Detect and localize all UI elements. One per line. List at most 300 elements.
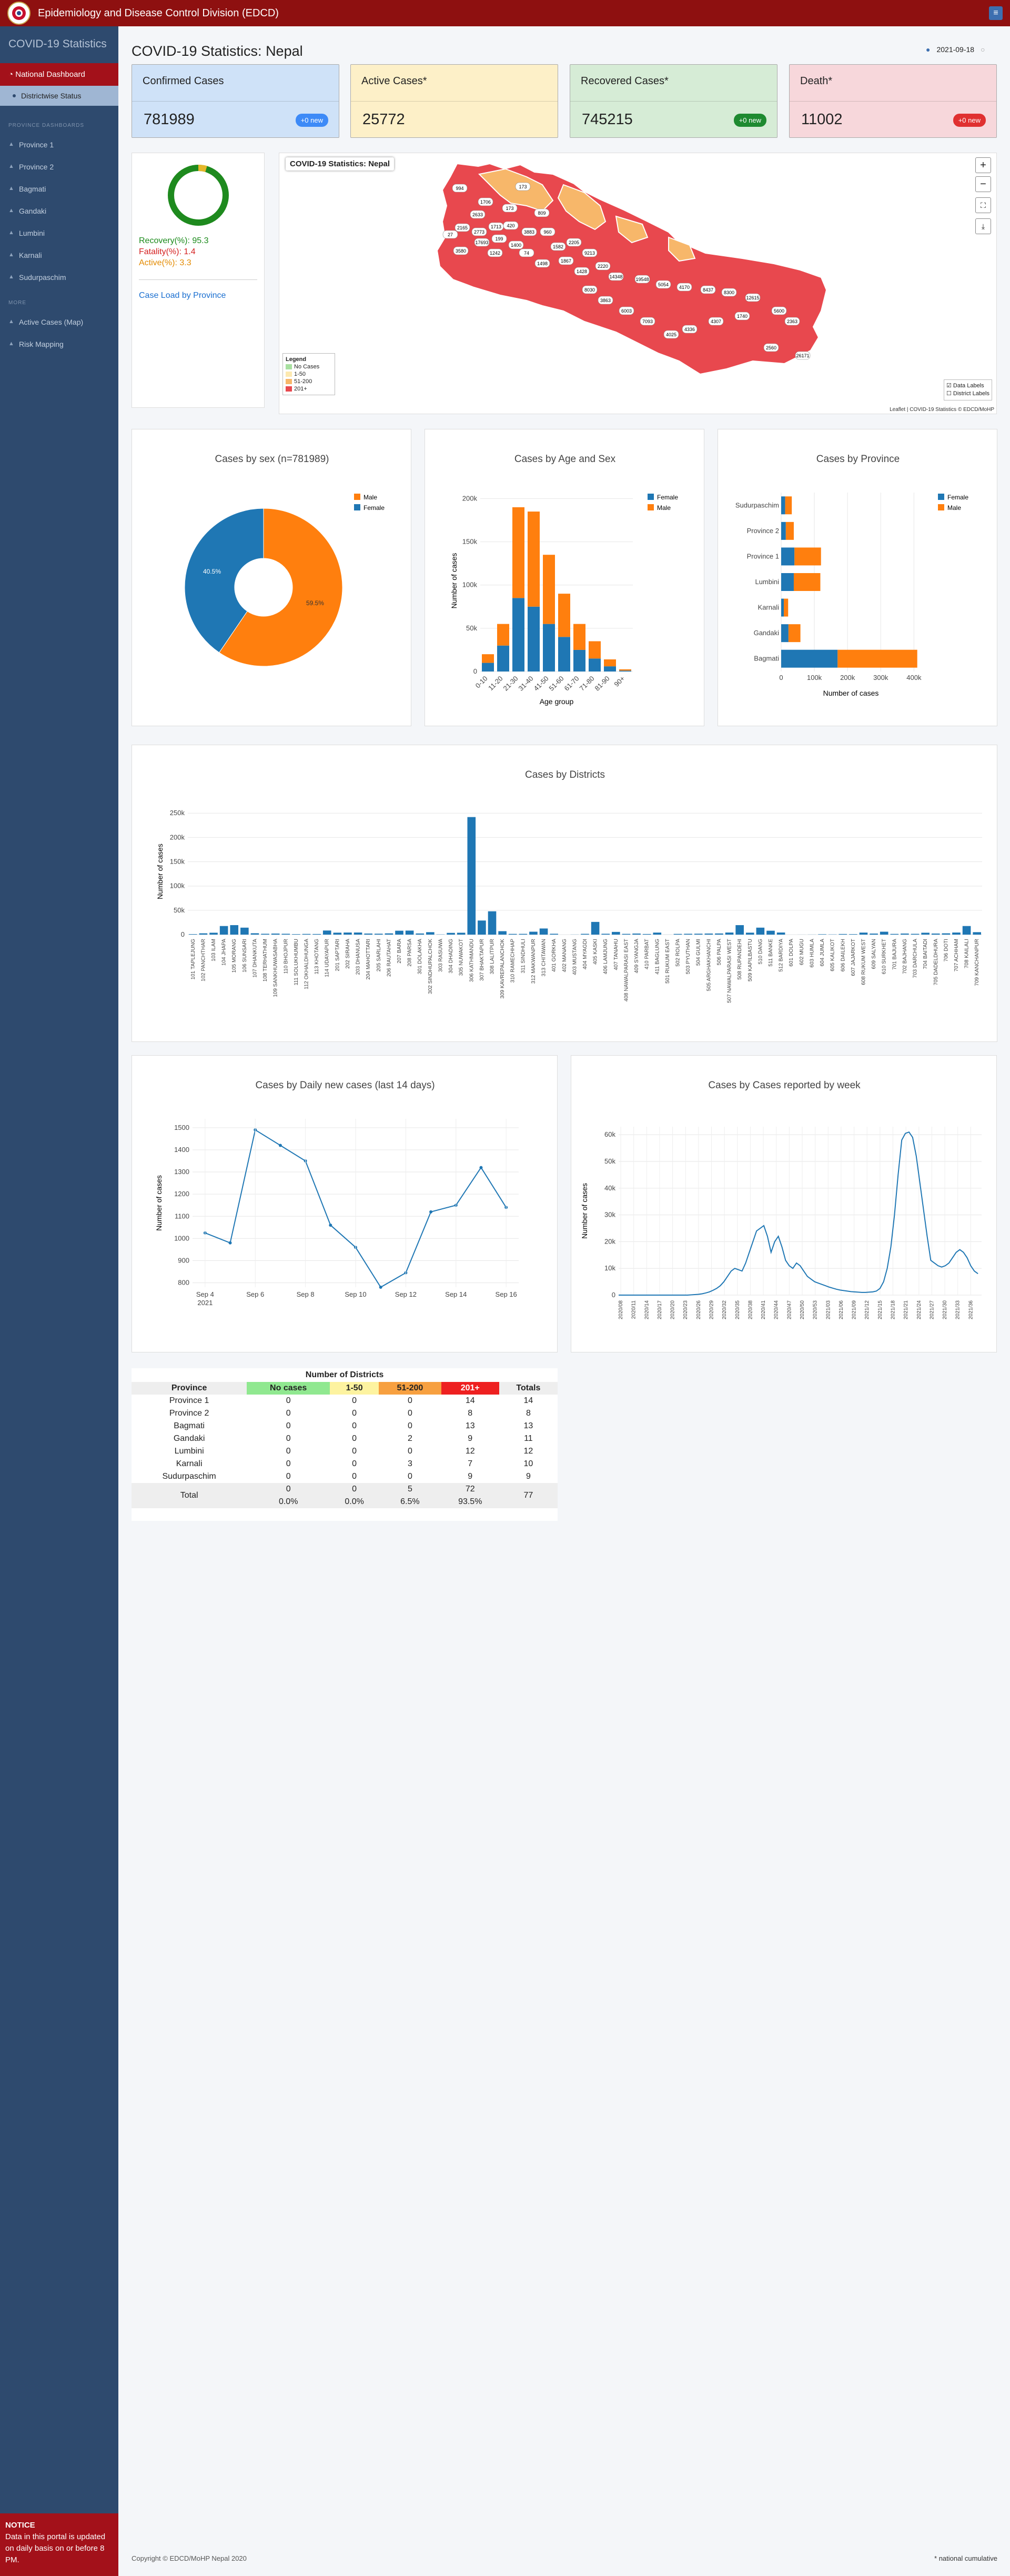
bar[interactable]	[550, 934, 558, 935]
x-tick-label: 410 PARBAT	[644, 939, 650, 969]
x-tick-label: 201 SAPTARI	[335, 939, 341, 971]
bar[interactable]	[766, 931, 775, 935]
map-case-label	[635, 275, 650, 283]
bar[interactable]	[395, 931, 403, 935]
bar[interactable]	[870, 934, 878, 935]
x-tick-label: 400k	[906, 674, 922, 681]
bar[interactable]	[818, 934, 826, 935]
bar[interactable]	[364, 934, 372, 935]
y-tick-label: 10k	[604, 1264, 615, 1272]
sex-chart-panel	[132, 429, 411, 726]
x-tick-label: 512 BARDIYA	[778, 939, 784, 972]
chart-icon: ▲	[8, 252, 14, 258]
svg-text:2220: 2220	[597, 264, 609, 269]
y-tick-label: 800	[178, 1278, 189, 1287]
sidebar-item-province-1[interactable]	[0, 134, 118, 156]
y-tick-label: 200k	[462, 494, 477, 503]
footer-copyright: Copyright © EDCD/MoHP Nepal 2020	[132, 2554, 247, 2562]
x-tick-label: 707 ACHHAM	[953, 939, 959, 972]
table-cell: 13	[465, 1421, 475, 1430]
bar[interactable]	[447, 933, 455, 935]
map-case-label	[735, 312, 750, 320]
x-tick-label: 609 SALYAN	[871, 939, 877, 969]
svg-text:1582: 1582	[552, 244, 564, 249]
bar[interactable]	[963, 926, 971, 935]
sidebar-item-province-2[interactable]	[0, 156, 118, 178]
bar[interactable]	[932, 934, 940, 935]
legend-label: 1-50	[294, 371, 306, 377]
district-bar-chart	[132, 745, 998, 1043]
sidebar-section-more: MORE	[8, 300, 26, 306]
sidebar-item-districtwise-status[interactable]: Districtwise Status	[0, 86, 118, 106]
x-tick-label: 200k	[840, 674, 855, 681]
bar[interactable]	[482, 654, 494, 663]
bar[interactable]	[573, 650, 585, 671]
bar[interactable]	[543, 555, 555, 624]
notice-title: NOTICE	[5, 2521, 35, 2530]
bar[interactable]	[529, 931, 538, 935]
sidebar-item-risk-mapping[interactable]	[0, 333, 118, 355]
svg-text:1428: 1428	[576, 269, 588, 274]
svg-text:1242: 1242	[489, 250, 501, 256]
bar[interactable]	[952, 933, 961, 935]
bar[interactable]	[911, 934, 920, 935]
svg-text:5054: 5054	[658, 282, 669, 287]
bar[interactable]	[498, 931, 507, 935]
x-tick-label: 509 KAPILBASTU	[747, 939, 753, 982]
bar[interactable]	[901, 934, 909, 935]
chart-icon: ▲	[8, 207, 14, 214]
sidebar-item-label: Karnali	[19, 251, 42, 259]
x-tick-label: 406 LAMJUNG	[603, 939, 609, 975]
map-case-label	[785, 317, 800, 325]
bar[interactable]	[581, 934, 589, 935]
bar[interactable]	[312, 934, 321, 935]
map-case-label	[519, 249, 534, 257]
x-tick-label: 208 PARSA	[407, 939, 413, 967]
bar[interactable]	[794, 547, 821, 565]
bar[interactable]	[777, 933, 785, 935]
bar[interactable]	[354, 933, 362, 935]
x-tick-label: 114 UDAYAPUR	[324, 939, 330, 977]
chart-icon: ▲	[8, 185, 14, 192]
x-tick-label: 204 MAHOTTARI	[366, 939, 372, 980]
sidebar-item-gandaki[interactable]	[0, 200, 118, 222]
x-tick-label: 206 RAUTAHAT	[386, 939, 392, 977]
current-date: 2021-09-18	[936, 45, 975, 54]
bar[interactable]	[839, 934, 847, 935]
x-tick-label: 307 BHAKTAPUR	[479, 939, 485, 981]
bar[interactable]	[921, 933, 930, 935]
x-tick-label: 2020/38	[748, 1300, 754, 1320]
x-tick-label: 300k	[873, 674, 888, 681]
bar[interactable]	[612, 932, 620, 935]
bar[interactable]	[785, 496, 792, 514]
sidebar-item-label: Province 2	[19, 163, 54, 171]
x-tick-label: 302 SINDHUPALCHOK	[427, 939, 433, 994]
x-tick-label: 709 KANCHANPUR	[974, 939, 981, 986]
x-tick-label: 108 TERHATHUM	[262, 939, 269, 982]
bar[interactable]	[558, 637, 570, 671]
sidebar-item-label: Bagmati	[19, 185, 46, 193]
bar[interactable]	[344, 933, 352, 935]
bar[interactable]	[880, 931, 888, 935]
bar[interactable]	[199, 934, 208, 935]
x-tick-label: 2020/11	[631, 1300, 637, 1319]
x-tick-label: Sep 10	[345, 1290, 367, 1298]
bar[interactable]	[323, 930, 331, 935]
sidebar	[0, 26, 118, 2576]
svg-text:27: 27	[447, 232, 453, 237]
table-cell: 14	[523, 1396, 533, 1405]
y-tick-label: Province 1	[746, 552, 779, 560]
x-tick-label: 506 PALPA	[716, 939, 722, 966]
legend-title: Legend	[286, 356, 307, 363]
data-labels-checkbox[interactable]: ☑	[946, 383, 952, 389]
bar[interactable]	[509, 934, 517, 935]
bar[interactable]	[746, 933, 754, 935]
map-case-label	[709, 317, 723, 325]
bar[interactable]	[385, 934, 393, 935]
map-case-label	[582, 286, 597, 294]
svg-text:8437: 8437	[702, 287, 714, 293]
svg-text:7093: 7093	[642, 319, 653, 324]
data-point[interactable]	[429, 1210, 432, 1214]
bar[interactable]	[604, 666, 616, 671]
map-case-label	[772, 307, 786, 315]
svg-text:3863: 3863	[600, 298, 611, 303]
zoom-out-button[interactable]: −	[975, 176, 991, 192]
svg-text:2773: 2773	[473, 229, 485, 235]
x-tick-label: 608 RUKUM WEST	[861, 939, 867, 985]
y-tick-label: 50k	[466, 624, 477, 632]
x-tick-label: 2020/32	[722, 1300, 728, 1320]
bar[interactable]	[643, 934, 651, 935]
data-point[interactable]	[479, 1166, 482, 1169]
svg-text:4170: 4170	[679, 285, 690, 290]
card-label: Active Cases*	[351, 65, 558, 102]
bar[interactable]	[781, 650, 837, 668]
map-case-label	[664, 330, 679, 338]
bar[interactable]	[653, 933, 661, 935]
prev-date-icon[interactable]: ●	[926, 45, 931, 54]
table-cell: 3	[407, 1459, 412, 1468]
x-tick-label: 113 KHOTANG	[314, 939, 320, 975]
x-tick-label: 706 DOTI	[943, 939, 950, 962]
bar[interactable]	[789, 624, 801, 642]
bar[interactable]	[781, 496, 785, 514]
sidebar-item-lumbini[interactable]	[0, 222, 118, 244]
x-tick-label: 503 PYUTHAN	[685, 939, 692, 975]
table-cell: Lumbini	[174, 1447, 204, 1456]
data-point[interactable]	[379, 1286, 382, 1289]
recovery-donut	[132, 157, 265, 236]
x-tick-label: 507 NAWALPARASI WEST	[726, 939, 733, 1003]
bar[interactable]	[601, 934, 610, 935]
bar[interactable]	[375, 934, 383, 935]
bar[interactable]	[230, 925, 238, 935]
x-tick-label: 607 JAJARKOT	[850, 939, 856, 976]
total-cell: 72	[465, 1485, 475, 1494]
bar[interactable]	[786, 522, 794, 540]
sidebar-item-bagmati[interactable]	[0, 178, 118, 200]
bar[interactable]	[973, 932, 981, 935]
bar[interactable]	[512, 507, 524, 598]
y-tick-label: 900	[178, 1256, 189, 1265]
bar[interactable]	[784, 599, 788, 617]
bar[interactable]	[467, 817, 476, 935]
bar[interactable]	[849, 934, 857, 935]
bar[interactable]	[756, 928, 765, 935]
district-chart-panel	[132, 745, 997, 1042]
bar[interactable]	[251, 933, 259, 935]
x-tick-label: 2020/14	[644, 1300, 650, 1320]
x-tick-label: 407 TANAHU	[613, 939, 619, 970]
map-case-label	[574, 267, 589, 275]
data-point[interactable]	[279, 1144, 282, 1147]
bar[interactable]	[781, 547, 794, 565]
x-tick-label: 502 ROLPA	[675, 939, 681, 967]
svg-text:74: 74	[523, 250, 530, 256]
slice-label: 40.5%	[203, 567, 221, 575]
bar[interactable]	[540, 928, 548, 935]
bar[interactable]	[860, 933, 868, 935]
bar[interactable]	[426, 932, 435, 935]
x-tick-label: 207 BARA	[397, 939, 403, 964]
svg-text:1713: 1713	[490, 224, 502, 229]
next-date-icon[interactable]: ○	[981, 45, 985, 54]
bar[interactable]	[604, 659, 616, 666]
bar[interactable]	[589, 642, 601, 659]
menu-toggle-icon[interactable]: ≡	[989, 6, 1003, 20]
x-tick-label: 606 DAILEKH	[840, 939, 846, 972]
bar[interactable]	[589, 658, 601, 671]
data-point[interactable]	[229, 1241, 232, 1245]
bar[interactable]	[619, 670, 631, 671]
bar[interactable]	[781, 599, 784, 617]
bar[interactable]	[619, 669, 631, 670]
table-cell: 14	[465, 1396, 475, 1405]
sidebar-item-active-cases-map-[interactable]	[0, 311, 118, 333]
x-tick-label: Sep 6	[246, 1290, 265, 1298]
y-tick-label: 20k	[604, 1237, 615, 1246]
table-cell: 0	[407, 1447, 412, 1456]
map-title: COVID-19 Statistics: Nepal	[286, 157, 394, 171]
x-tick-label: Sep 8	[296, 1290, 315, 1298]
data-point[interactable]	[329, 1224, 332, 1227]
bar[interactable]	[261, 934, 269, 935]
y-tick-label: 250k	[169, 809, 185, 817]
table-cell: Province 2	[169, 1409, 209, 1418]
chart-icon: ▲	[8, 141, 14, 147]
bar[interactable]	[209, 933, 218, 935]
table-cell: 0	[352, 1396, 357, 1405]
svg-text:960: 960	[543, 229, 552, 235]
fatality-rate: Fatality(%): 1.4	[139, 247, 196, 256]
chart-title: Cases by Daily new cases (last 14 days)	[255, 1080, 435, 1091]
bar[interactable]	[240, 928, 249, 935]
table-cell: 11	[524, 1434, 533, 1443]
legend-swatch	[286, 386, 292, 392]
sidebar-item-sudurpaschim[interactable]	[0, 266, 118, 288]
table-cell: Sudurpaschim	[162, 1472, 216, 1481]
bar[interactable]	[528, 607, 540, 671]
bar[interactable]	[189, 934, 197, 935]
bar[interactable]	[891, 934, 899, 935]
bar[interactable]	[632, 934, 641, 935]
x-tick-label: 103 ILAM	[211, 939, 217, 961]
bar[interactable]	[735, 925, 744, 935]
bar[interactable]	[781, 624, 789, 642]
zoom-in-button[interactable]: +	[975, 157, 991, 173]
bar[interactable]	[715, 934, 723, 935]
recovery-rate: Recovery(%): 95.3	[139, 236, 209, 245]
fullscreen-button[interactable]: ⛶	[975, 197, 991, 213]
svg-text:19548: 19548	[635, 277, 649, 282]
y-tick-label: 40k	[604, 1184, 615, 1192]
x-tick-label: 708 KAILALI	[964, 939, 970, 969]
x-axis-label: Number of cases	[823, 689, 879, 697]
bar[interactable]	[519, 934, 528, 935]
bar[interactable]	[622, 934, 631, 935]
table-cell: 9	[468, 1434, 473, 1443]
bar[interactable]	[837, 650, 917, 668]
table-cell: 0	[407, 1409, 412, 1418]
x-tick-label: 2020/08	[618, 1300, 624, 1320]
bar[interactable]	[488, 911, 497, 935]
notice-box	[0, 2513, 118, 2576]
table-cell: 0	[352, 1472, 357, 1481]
bar[interactable]	[674, 934, 682, 935]
x-tick-label: 2020/47	[786, 1300, 793, 1320]
x-tick-label: 2021/21	[903, 1300, 910, 1320]
x-tick-label: 2020/50	[800, 1300, 805, 1320]
download-button[interactable]: ⤓	[975, 218, 991, 234]
x-tick-label: 409 SYANGJA	[634, 939, 640, 974]
table-cell: 8	[468, 1409, 473, 1418]
bar[interactable]	[512, 598, 524, 671]
district-labels-checkbox[interactable]: ☐	[946, 390, 952, 397]
x-tick-label: 81-90	[593, 674, 611, 693]
bar[interactable]	[684, 934, 692, 935]
sidebar-item-karnali[interactable]	[0, 244, 118, 266]
x-tick-label: 701 BAJURA	[892, 939, 898, 970]
legend-label: Male	[947, 504, 962, 512]
province-chart-panel	[718, 429, 997, 726]
x-tick-label: 2021/03	[825, 1300, 832, 1320]
weekly-chart-panel	[571, 1055, 997, 1352]
map-case-label	[453, 247, 468, 255]
bar[interactable]	[281, 934, 290, 935]
chart-icon: ▲	[8, 274, 14, 280]
svg-text:3883: 3883	[523, 229, 535, 235]
bar[interactable]	[220, 926, 228, 935]
legend-label: Female	[657, 494, 679, 501]
map-case-label	[609, 273, 623, 280]
x-tick-label: 109 SANKHUWASABHA	[272, 939, 279, 997]
bar[interactable]	[781, 522, 786, 540]
bar[interactable]	[725, 933, 734, 935]
x-tick-label: 301 DOLAKHA	[417, 939, 423, 975]
y-tick-label: 0	[473, 667, 477, 675]
bar[interactable]	[271, 934, 280, 935]
bar[interactable]	[942, 934, 951, 935]
svg-text:420: 420	[507, 223, 515, 228]
legend-swatch	[648, 494, 654, 500]
y-tick-label: Lumbini	[755, 578, 779, 586]
x-tick-label: Sep 14	[445, 1290, 467, 1298]
svg-text:26171: 26171	[796, 353, 810, 358]
svg-text:8030: 8030	[584, 287, 595, 293]
x-tick-label: 504 GULMI	[695, 939, 702, 966]
svg-text:5600: 5600	[773, 308, 785, 314]
case-load-by-province-link[interactable]: Case Load by Province	[139, 291, 226, 300]
legend-label: Female	[363, 504, 385, 512]
y-tick-label: Gandaki	[753, 629, 779, 637]
bar[interactable]	[406, 930, 414, 935]
table-cell: 0	[352, 1421, 357, 1430]
chart-icon: ▲	[8, 340, 14, 347]
svg-text:2363: 2363	[786, 319, 798, 324]
new-badge: +0 new	[296, 114, 328, 127]
svg-text:1498: 1498	[537, 261, 548, 266]
bar[interactable]	[302, 934, 311, 935]
bar[interactable]	[416, 934, 424, 935]
bar[interactable]	[591, 922, 600, 935]
y-tick-label: 1000	[174, 1234, 189, 1242]
bar[interactable]	[497, 624, 509, 646]
card-death	[789, 64, 997, 138]
bar[interactable]	[528, 512, 540, 607]
bar[interactable]	[694, 934, 703, 935]
chart-icon: ▲	[8, 229, 14, 236]
bar[interactable]	[292, 934, 300, 935]
legend-swatch	[354, 494, 360, 500]
table-cell: 0	[286, 1472, 291, 1481]
bar[interactable]	[705, 934, 713, 935]
svg-text:2633: 2633	[472, 212, 483, 217]
sidebar-item-national-dashboard[interactable]	[0, 63, 118, 86]
map-case-label	[516, 183, 530, 191]
weekly-line-chart	[571, 1056, 997, 1353]
map-case-label	[535, 259, 550, 267]
svg-text:2560: 2560	[765, 345, 777, 350]
x-tick-label: 2020/17	[656, 1300, 663, 1320]
bar[interactable]	[558, 594, 570, 637]
x-tick-label: 510 DANG	[758, 939, 764, 965]
svg-text:1400: 1400	[510, 243, 522, 248]
x-tick-label: 405 KASKI	[592, 939, 599, 965]
bar[interactable]	[457, 933, 466, 935]
bar[interactable]	[482, 663, 494, 671]
x-tick-label: 0	[779, 674, 783, 681]
percent-cell: 0.0%	[278, 1497, 298, 1506]
table-header-cell: 51-200	[379, 1382, 441, 1395]
bar[interactable]	[781, 573, 794, 591]
new-badge: +0 new	[953, 114, 986, 127]
bar[interactable]	[334, 933, 342, 935]
total-cell: 0	[352, 1485, 357, 1494]
legend-label: Male	[657, 504, 671, 512]
bar[interactable]	[478, 920, 486, 935]
map-case-label	[640, 317, 655, 325]
x-tick-label: 601 DOLPA	[789, 939, 795, 967]
bar[interactable]	[573, 624, 585, 650]
bar[interactable]	[794, 573, 820, 591]
bar[interactable]	[497, 646, 509, 671]
bar[interactable]	[543, 624, 555, 671]
x-tick-label: 106 SUNSARI	[241, 939, 248, 973]
